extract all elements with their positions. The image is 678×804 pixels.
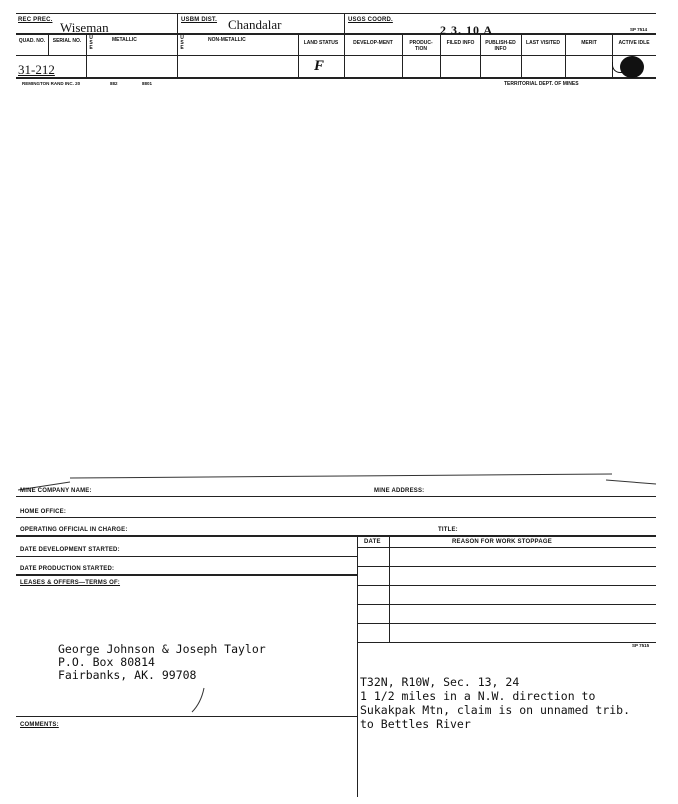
- rule-official: [16, 535, 656, 537]
- stoppage-vrule-left: [357, 535, 358, 797]
- top-vrule-dev: [344, 13, 345, 77]
- land-status-value: F: [314, 58, 325, 74]
- col-quad-no: QUAD. NO.: [18, 38, 46, 44]
- rule-company: [16, 496, 656, 497]
- top-rule-1: [16, 13, 656, 14]
- col-metallic: METALLIC: [112, 37, 137, 43]
- stoppage-row-3: [357, 585, 656, 586]
- top-vrule-active: [612, 35, 613, 77]
- location-line-3: Sukakpak Mtn, claim is on unnamed trib.: [360, 703, 631, 717]
- rule-date-dev: [16, 556, 357, 557]
- active-idle-marker: [620, 56, 644, 78]
- rec-prec-value: Wiseman: [60, 20, 109, 35]
- location-line-4: to Bettles River: [360, 717, 471, 731]
- stoppage-row-4: [357, 604, 656, 605]
- stoppage-row-1: [357, 547, 656, 548]
- pencil-mark: [190, 686, 210, 716]
- top-rule-3: [16, 55, 656, 56]
- top-vrule-nonmet: [177, 13, 178, 77]
- col-filed-info: FILED INFO: [446, 40, 475, 46]
- owner-line-1: George Johnson & Joseph Taylor: [58, 642, 266, 656]
- leases-label: LEASES & OFFERS—TERMS OF:: [20, 580, 121, 586]
- top-vrule-serial: [86, 35, 87, 77]
- top-vrule-land: [298, 35, 299, 77]
- comments-label: COMMENTS:: [20, 722, 59, 728]
- col-use-nonmetallic: U S E: [180, 35, 184, 51]
- top-vrule-filed: [440, 35, 441, 77]
- mine-company-label: MINE COMPANY NAME:: [20, 488, 92, 494]
- owner-line-3: Fairbanks, AK. 99708: [58, 668, 197, 682]
- territorial-dept: TERRITORIAL DEPT. OF MINES: [504, 81, 579, 87]
- title-label: TITLE:: [438, 527, 458, 533]
- col-merit: MERIT: [581, 40, 597, 46]
- active-idle-hook: [612, 62, 623, 73]
- col-production: PRODUC-TION: [409, 40, 433, 52]
- location-line-2: 1 1/2 miles in a N.W. direction to: [360, 689, 596, 703]
- top-vrule-prod: [402, 35, 403, 77]
- col-active-idle: ACTIVE IDLE: [618, 40, 650, 46]
- stoppage-row-5: [357, 623, 656, 624]
- col-land-status: LAND STATUS: [303, 40, 339, 46]
- usbm-dist-value: Chandalar: [228, 17, 282, 32]
- home-office-label: HOME OFFICE:: [20, 509, 67, 515]
- col-development: DEVELOP-MENT: [353, 40, 393, 46]
- printer-code-2: 8801: [142, 81, 153, 86]
- date-col-label: DATE: [364, 539, 381, 545]
- top-vrule-pub: [480, 35, 481, 77]
- date-production-label: DATE PRODUCTION STARTED:: [20, 566, 115, 572]
- top-vrule-last: [521, 35, 522, 77]
- top-vrule-quad: [48, 35, 49, 55]
- rule-comments: [16, 716, 357, 717]
- stoppage-row-2: [357, 566, 656, 567]
- col-nonmetallic: NON-METALLIC: [208, 37, 246, 43]
- stoppage-row-6: [357, 642, 656, 643]
- owner-line-2: P.O. Box 80814: [58, 655, 155, 669]
- usgs-coord-value: 2 3. 10 A: [440, 23, 494, 37]
- usgs-coord-label: USGS COORD.: [348, 17, 393, 23]
- location-line-1: T32N, R10W, Sec. 13, 24: [360, 675, 520, 689]
- col-last-visited: LAST VISITED: [526, 40, 560, 46]
- mine-address-label: MINE ADDRESS:: [374, 488, 425, 494]
- form-number-bottom: SP 7515: [632, 643, 650, 648]
- printer-imprint: REMINGTON RAND INC. 20: [22, 81, 81, 86]
- col-serial-no: SERIAL NO.: [52, 38, 82, 44]
- printer-code-1: 882: [110, 81, 118, 86]
- date-development-label: DATE DEVELOPMENT STARTED:: [20, 547, 120, 553]
- rec-prec-label: REC PREC.: [18, 17, 53, 23]
- top-rule-2: [16, 33, 656, 35]
- col-use-metallic: U S E: [89, 35, 93, 51]
- reason-col-label: REASON FOR WORK STOPPAGE: [452, 539, 552, 545]
- rule-date-prod: [16, 574, 357, 576]
- col-published-info: PUBLISH-ED INFO: [485, 40, 516, 52]
- quad-value: 31-212: [18, 62, 55, 77]
- rule-home-office: [16, 517, 656, 518]
- top-vrule-merit: [565, 35, 566, 77]
- stoppage-vrule-mid: [389, 535, 390, 643]
- top-rule-4: [16, 77, 656, 79]
- usbm-dist-label: USBM DIST.: [181, 17, 218, 23]
- operating-official-label: OPERATING OFFICIAL IN CHARGE:: [20, 527, 128, 533]
- form-number-top: SP 7514: [630, 27, 648, 32]
